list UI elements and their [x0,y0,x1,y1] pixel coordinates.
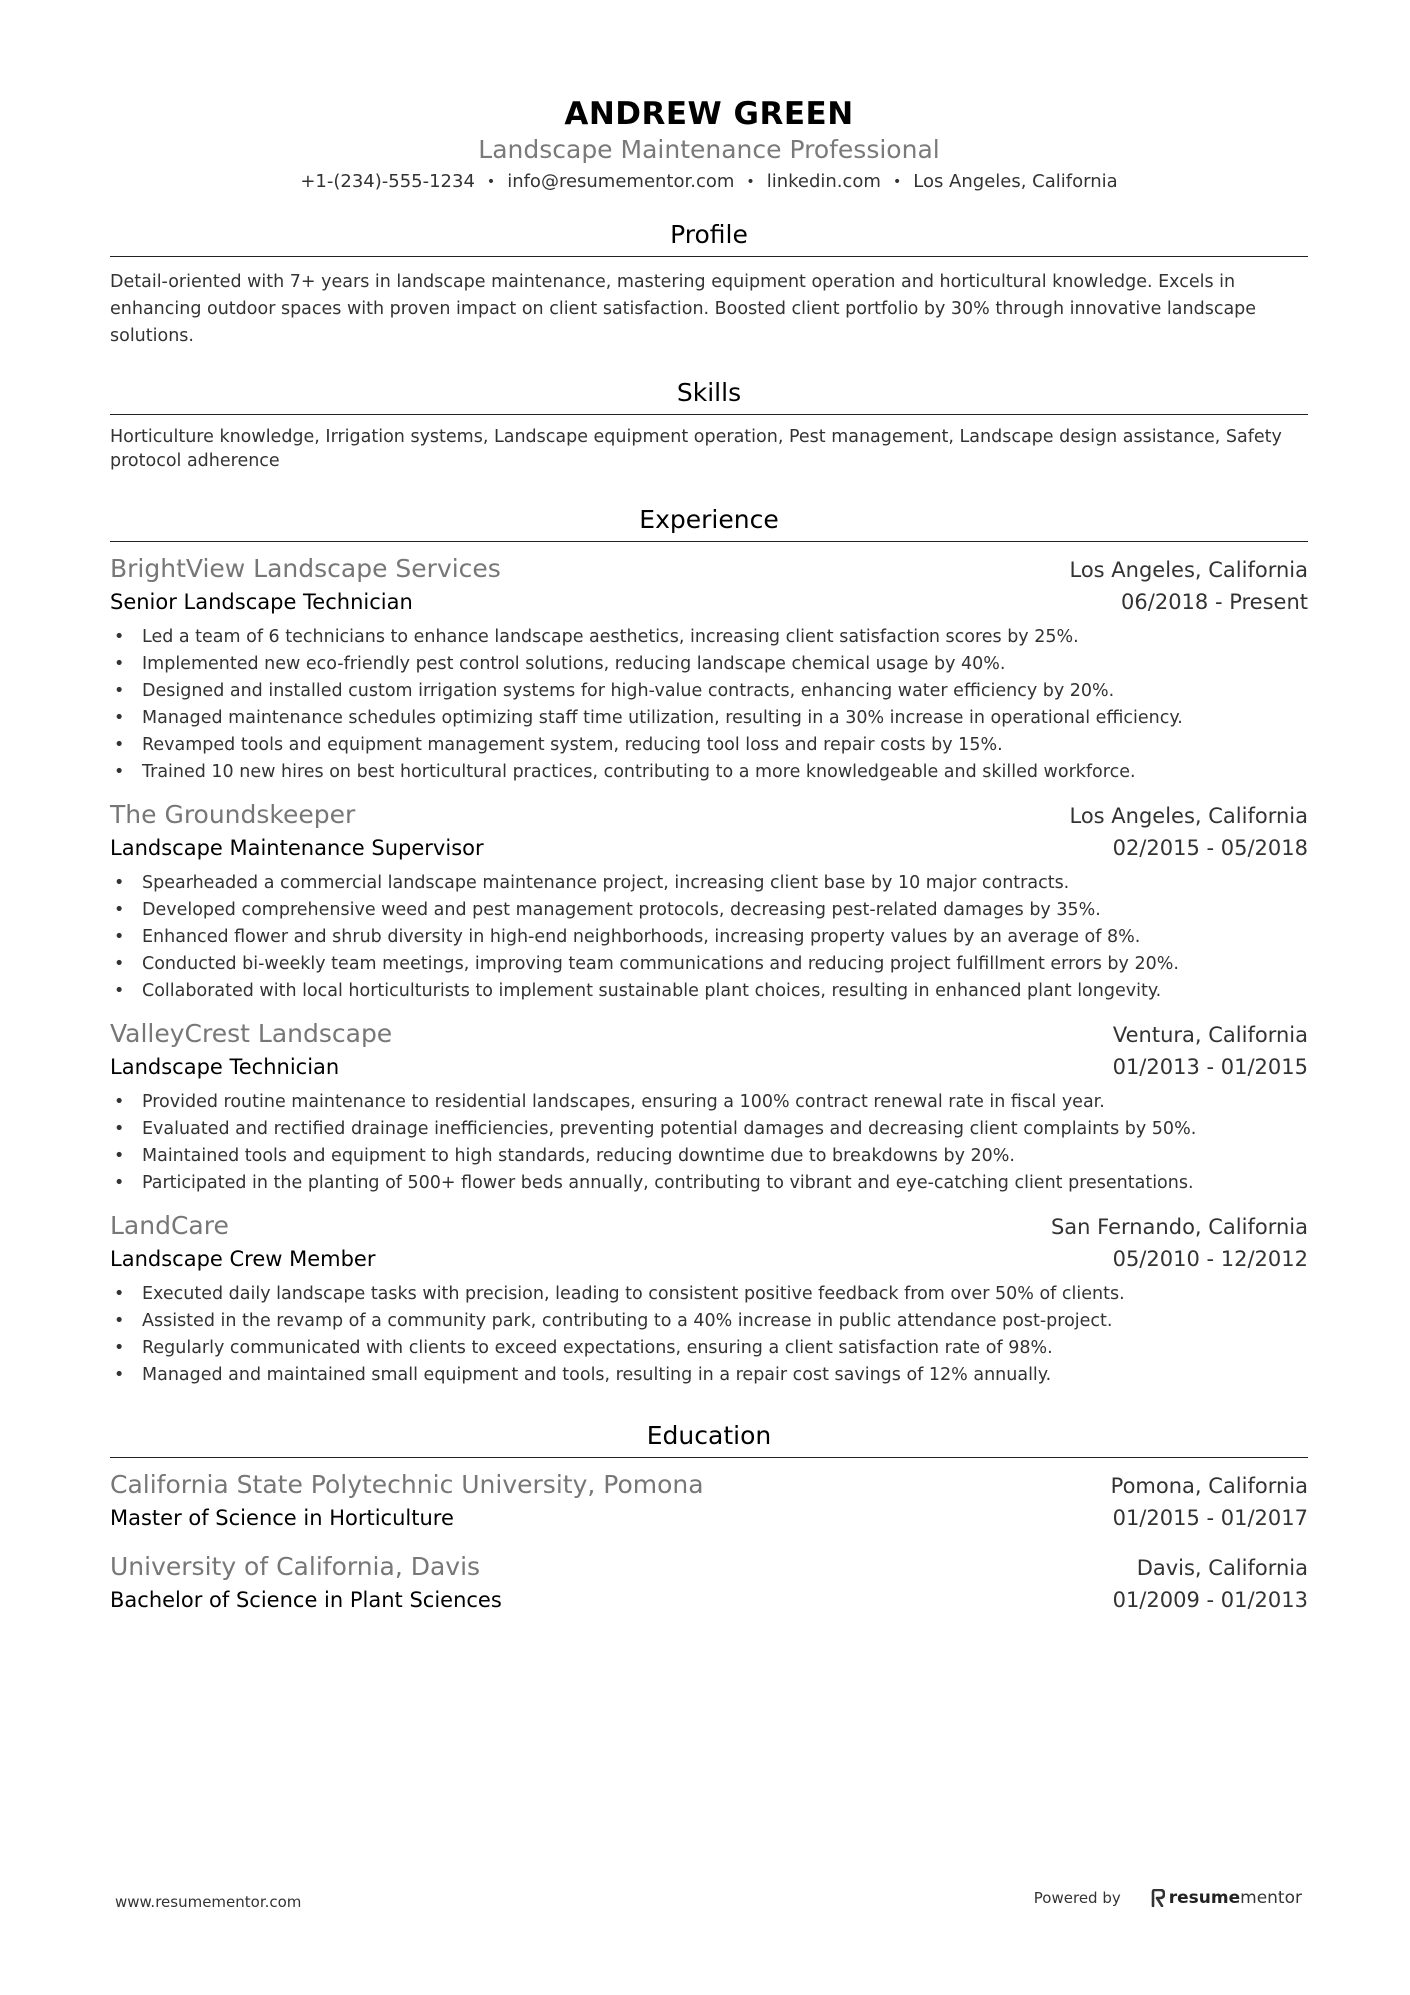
resumementor-logo-icon [1151,1889,1165,1907]
job-company: BrightView Landscape Services [110,554,501,583]
logo-text-mentor: mentor [1240,1888,1302,1908]
education-section [110,1419,1308,1616]
footer-branding [1034,1888,1302,1908]
contact-separator: • [746,174,755,190]
contact-email: info@resumementor.com [507,171,735,192]
resume-page [110,96,1308,1616]
job-bullets [110,624,1308,786]
job-company: LandCare [110,1211,229,1240]
job-company: ValleyCrest Landscape [110,1019,393,1048]
job-dates: 05/2010 - 12/2012 [1112,1247,1308,1271]
section-heading-experience: Experience [110,503,1308,542]
job-bullet: • Participated in the planting of 500+ flower beds annually, contributing to vibrant and eye-catching client presentations. [110,1170,1308,1197]
job-bullet: • Assisted in the revamp of a community park, contributing to a 40% increase in public attendance post-project. [110,1308,1308,1335]
powered-by-label: Powered by [1033,1889,1121,1907]
job-role: Senior Landscape Technician [110,590,413,614]
contact-location: Los Angeles, California [913,171,1118,192]
contact-linkedin: linkedin.com [766,171,881,192]
skills-text: Horticulture knowledge, Irrigation systems, Landscape equipment operation, Pest management, Landscape design assistance, Safety protocol adherence [110,427,1282,471]
section-heading-skills: Skills [110,376,1308,415]
job-location: Los Angeles, California [1069,804,1308,828]
contact-phone: +1-(234)-555-1234 [300,171,475,192]
education-entry [110,1550,1308,1616]
job-location: San Fernando, California [1050,1215,1308,1239]
candidate-name: ANDREW GREEN [564,96,854,132]
contact-separator: • [486,174,496,190]
job-bullet: • Managed maintenance schedules optimizing staff time utilization, resulting in a 30% increase in operational efficiency. [110,705,1308,732]
job-company: The Groundskeeper [110,800,356,829]
job-entry [110,798,1308,1005]
job-bullet: • Managed and maintained small equipment and tools, resulting in a repair cost savings of 12% annually. [110,1362,1308,1389]
job-bullet: • Led a team of 6 technicians to enhance landscape aesthetics, increasing client satisfaction scores by 25%. [110,624,1308,651]
education-dates: 01/2009 - 01/2013 [1112,1588,1308,1612]
job-bullet: • Provided routine maintenance to residential landscapes, ensuring a 100% contract renewal rate in fiscal year. [110,1089,1308,1116]
job-bullet: • Designed and installed custom irrigation systems for high-value contracts, enhancing water efficiency by 20%. [110,678,1308,705]
logo-text-resume: resume [1168,1888,1241,1908]
job-dates: 02/2015 - 05/2018 [1112,836,1308,860]
resume-header [110,96,1308,194]
section-heading-education: Education [110,1419,1308,1458]
education-degree: Master of Science in Horticulture [110,1506,454,1530]
job-dates: 01/2013 - 01/2015 [1112,1055,1308,1079]
job-bullet: • Regularly communicated with clients to exceed expectations, ensuring a client satisfaction rate of 98%. [110,1335,1308,1362]
resumementor-logo[interactable] [1151,1888,1302,1908]
job-bullet: • Trained 10 new hires on best horticultural practices, contributing to a more knowledgeable and skilled workforce. [110,759,1308,786]
job-role: Landscape Maintenance Supervisor [110,836,484,860]
education-location: Davis, California [1136,1556,1308,1580]
education-school: University of California, Davis [110,1552,481,1581]
footer-website[interactable]: www.resumementor.com [115,1893,302,1911]
job-bullets [110,1281,1308,1389]
job-bullet: • Spearheaded a commercial landscape maintenance project, increasing client base by 10 major contracts. [110,870,1308,897]
contact-line [110,170,1308,194]
education-location: Pomona, California [1110,1474,1308,1498]
education-list [110,1468,1308,1616]
job-bullet: • Enhanced flower and shrub diversity in high-end neighborhoods, increasing property values by an average of 8%. [110,924,1308,951]
job-bullet: • Maintained tools and equipment to high standards, reducing downtime due to breakdowns by 20%. [110,1143,1308,1170]
job-dates: 06/2018 - Present [1121,590,1308,614]
job-entry [110,1017,1308,1197]
job-bullet: • Evaluated and rectified drainage inefficiencies, preventing potential damages and decreasing client complaints by 50%. [110,1116,1308,1143]
experience-list [110,552,1308,1389]
job-bullets [110,870,1308,1005]
job-entry [110,552,1308,786]
job-bullet: • Collaborated with local horticulturists to implement sustainable plant choices, resulting in enhanced plant longevity. [110,978,1308,1005]
education-entry [110,1468,1308,1534]
candidate-title: Landscape Maintenance Professional [478,135,940,164]
job-role: Landscape Crew Member [110,1247,376,1271]
job-bullet: • Conducted bi-weekly team meetings, improving team communications and reducing project fulfillment errors by 20%. [110,951,1308,978]
job-location: Los Angeles, California [1069,558,1308,582]
job-bullets [110,1089,1308,1197]
job-bullet: • Executed daily landscape tasks with precision, leading to consistent positive feedback from over 50% of clients. [110,1281,1308,1308]
job-bullet: • Developed comprehensive weed and pest management protocols, decreasing pest-related damages by 35%. [110,897,1308,924]
job-role: Landscape Technician [110,1055,340,1079]
profile-text: Detail-oriented with 7+ years in landscape maintenance, mastering equipment operation and horticultural knowledge. Excels in enhancing outdoor spaces with proven impact on client satisfaction. Boosted client portfolio by 30% through innovative landscape solutions. [110,272,1257,346]
job-bullet: • Revamped tools and equipment management system, reducing tool loss and repair costs by 15%. [110,732,1308,759]
education-degree: Bachelor of Science in Plant Sciences [110,1588,502,1612]
education-school: California State Polytechnic University, Pomona [110,1470,704,1499]
skills-section [110,376,1308,473]
contact-separator: • [892,174,902,190]
job-entry [110,1209,1308,1389]
job-location: Ventura, California [1112,1023,1308,1047]
job-bullet: • Implemented new eco-friendly pest control solutions, reducing landscape chemical usage by 40%. [110,651,1308,678]
profile-section [110,218,1308,350]
section-heading-profile: Profile [110,218,1308,257]
experience-section [110,503,1308,1389]
education-dates: 01/2015 - 01/2017 [1112,1506,1308,1530]
